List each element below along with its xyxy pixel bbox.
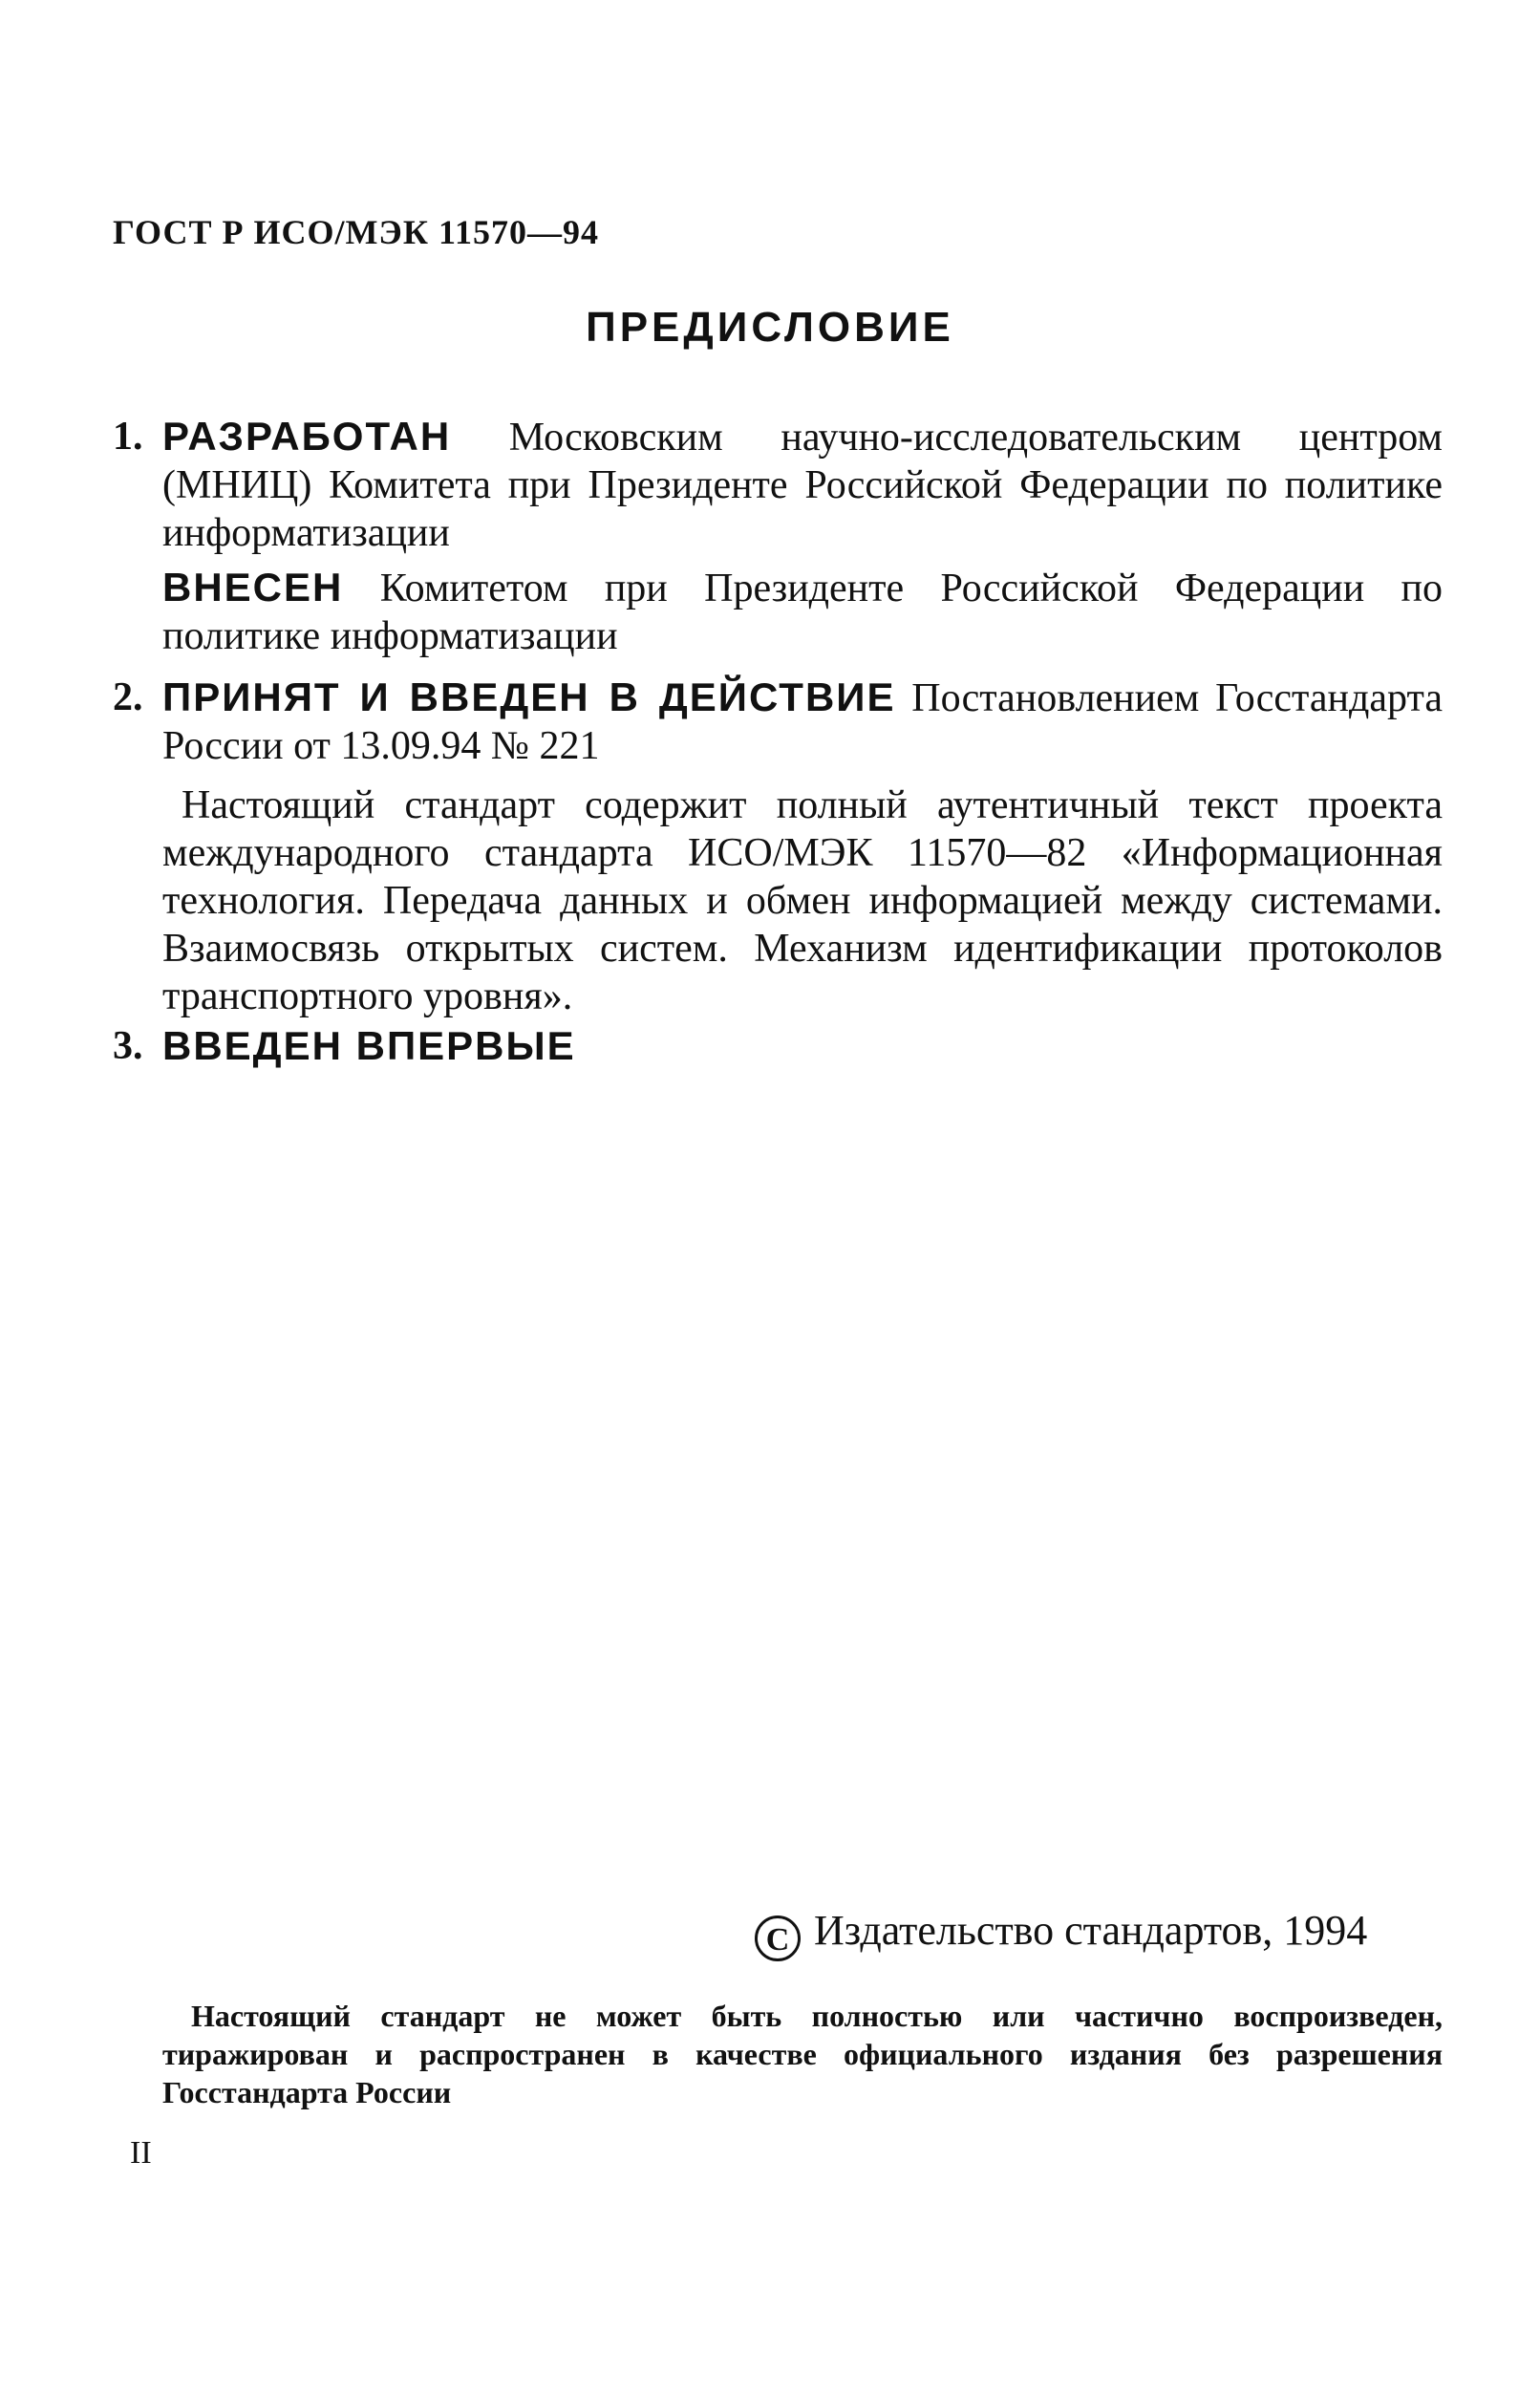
copyright-line [755, 1906, 1367, 1961]
item-3-lead: ВВЕДЕН ВПЕРВЫЕ [162, 1023, 576, 1068]
reproduction-notice: Настоящий стандарт не может быть полностью или частично воспроизведен, тиражирован и распространен в качестве официального издания без разрешения Госстандарта России [162, 1999, 1443, 2109]
item-1-body [162, 413, 1443, 557]
item-2-paragraph: Настоящий стандарт содержит полный аутентичный текст проекта международного стандарта ИСО/МЭК 11570—82 «Информационная технология. Передача данных и обмен информацией между системами. Взаимосвязь открытых систем. Механизм идентификации протоколов транспортного уровня». [162, 783, 1443, 1018]
item-1-lead: РАЗРАБОТАН [162, 414, 452, 459]
document-code: ГОСТ Р ИСО/МЭК 11570—94 [113, 213, 599, 251]
copyright-icon: C [755, 1915, 801, 1961]
item-2-text: Постановлением Госстандарта России от 13.09.94 № 221 [162, 676, 1444, 768]
page-number: II [130, 2135, 152, 2171]
item-1-sub-lead: ВНЕСЕН [162, 565, 344, 610]
item-1-number: 1. [113, 415, 143, 459]
item-1-sub-text: Комитетом при Президенте Российской Федерации по политике информатизации [162, 567, 1444, 658]
item-3-body [162, 1022, 1443, 1071]
copyright-text: Издательство стандартов, 1994 [814, 1907, 1368, 1954]
item-2-number: 2. [113, 675, 143, 719]
item-3-number: 3. [113, 1024, 143, 1068]
item-1-text: Московским научно-исследовательским центром (МНИЦ) Комитета при Президенте Российской Федерации по политике информатизации [162, 416, 1443, 555]
item-2-body [162, 674, 1443, 770]
item-2-lead: ПРИНЯТ И ВВЕДЕН В ДЕЙСТВИЕ [162, 674, 896, 719]
page-title: ПРЕДИСЛОВИЕ [586, 304, 954, 351]
item-1-sub-body [162, 564, 1443, 660]
